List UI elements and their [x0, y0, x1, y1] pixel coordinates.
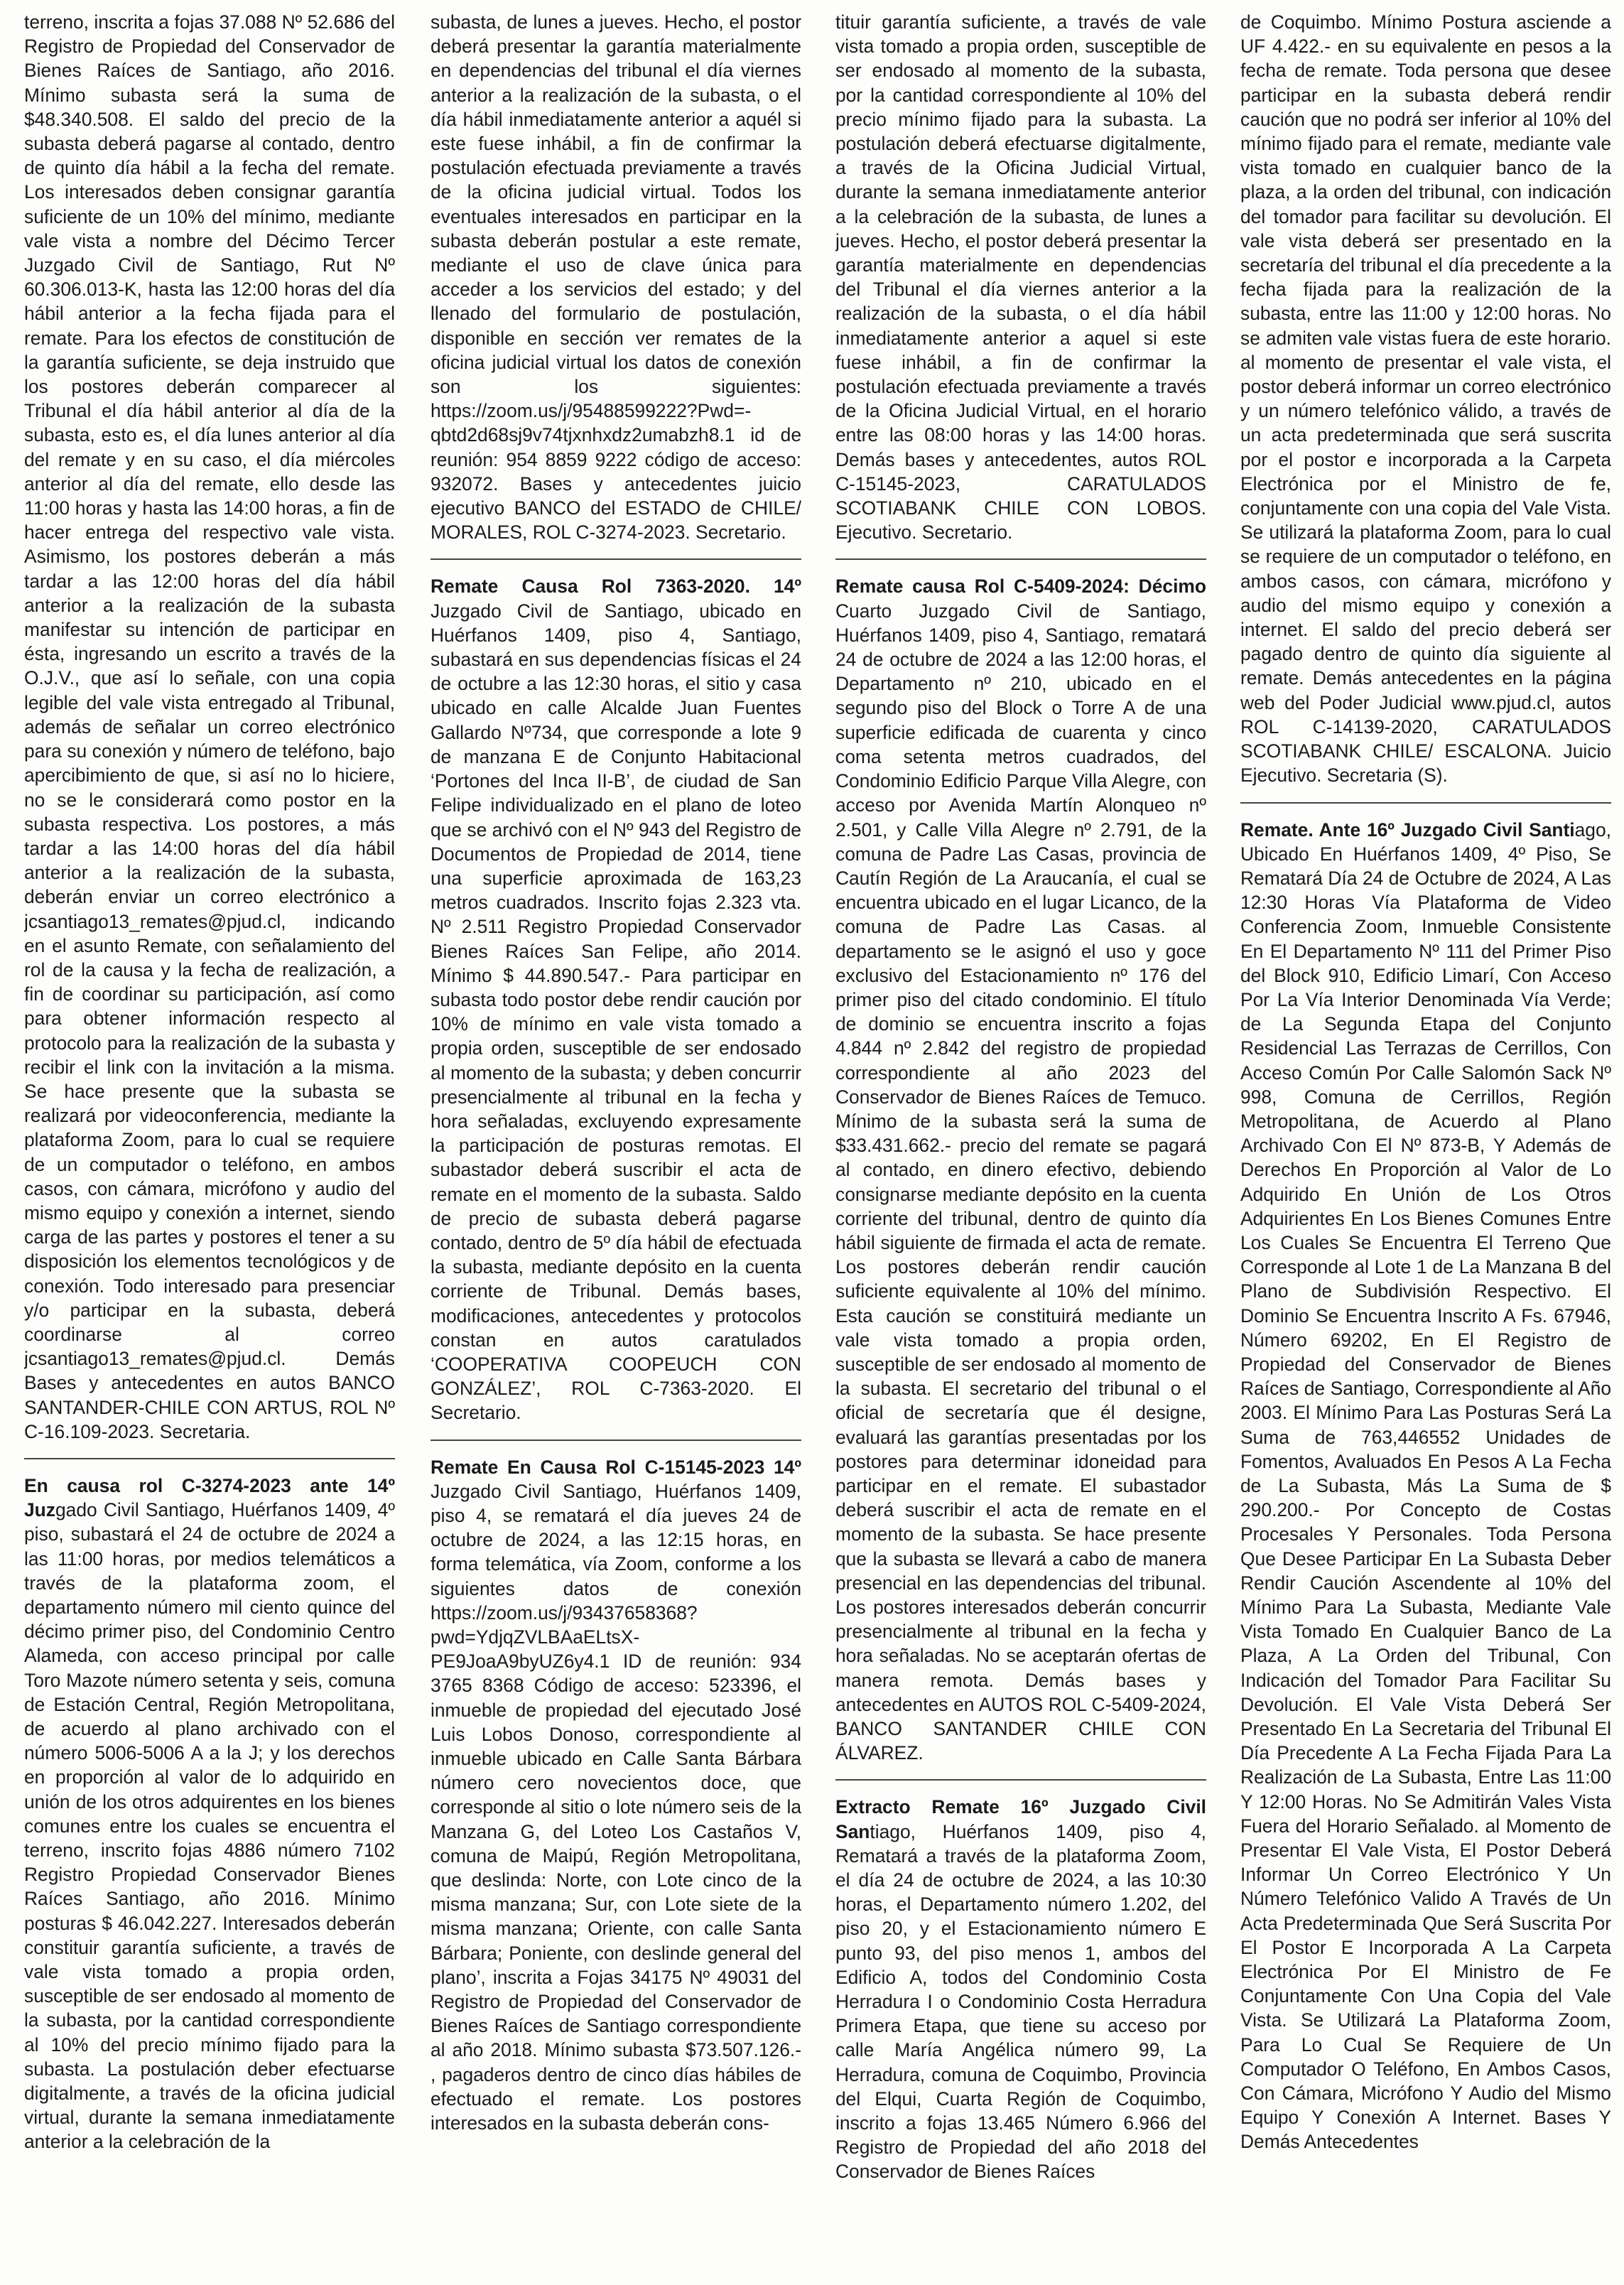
notice-body: Juzgado Civil Santiago, Huérfanos 1409, piso 4, se rematará el día jueves 24 de octubre de 2024, a las 12:15 horas, en forma telemática, vía Zoom, conforme a los siguientes datos de conexión https://zoom.us/j/93437658368?pwd=YdjqZVLBAaELtsX-PE9JoaA9byUZ6y4.1 ID de reunión: 934 3765 8368 Código de acceso: 523396, el inmueble de propiedad del ejecutado José Luis Lobos Donoso, correspondiente al inmueble ubicado en Calle Santa Bárbara número cero novecientos doce, que corresponde al sitio o lote número seis de la Manzana G, del Loteo Los Castaños V, comuna de Maipú, Región Metropolitana, que deslinda: Norte, con Lote cinco de la misma manzana; Sur, con Lote siete de la misma manzana; Oriente, con calle Santa Bárbara; Poniente, con deslinde general del plano’, inscrita a Fojas 34175 Nº 49031 del Registro de Propiedad del Conservador de Bienes Raíces de Santiago correspondiente al año 2018. Mínimo subasta $73.507.126.- , pagaderos dentro de cinco días hábiles de efectuado el remate. Los postores interesados en la subasta deberán cons-	[431, 1480, 801, 2134]
notice-continued-c-3274-2023	[431, 10, 801, 544]
notice-continued-c-15145-2023	[835, 10, 1206, 544]
notice-extracto-16-juzgado	[835, 1795, 1206, 2183]
notice-heading: Remate causa Rol C-5409-2024: Décimo	[835, 576, 1206, 598]
notice-heading: Remate Causa Rol 7363-2020. 14º	[431, 576, 801, 598]
notice-heading: Remate En Causa Rol C-15145-2023 14º	[431, 1456, 801, 1478]
notice-c-15145-2023	[431, 1455, 801, 2136]
notice-continued-c-14139-2020	[1240, 10, 1611, 788]
notice-body: terreno, inscrita a fojas 37.088 Nº 52.686 del Registro de Propiedad del Conservador de Bienes Raíces de Santiago, año 2016. Mínimo subasta será la suma de $48.340.508. El saldo del precio de la subasta deberá pagarse al contado, dentro de quinto día hábil a la fecha del remate. Los interesados deben consignar garantía suficiente de un 10% del mínimo, mediante vale vista a nombre del Décimo Tercer Juzgado Civil de Santiago, Rut Nº 60.306.013-K, hasta las 12:00 horas del día hábil anterior a la fecha fijada para el remate. Para los efectos de constitución de la garantía suficiente, se deja instruido que los postores deberán comparecer al Tribunal el día hábil anterior al día de la subasta, esto es, el día lunes anterior al día del remate y en su caso, el día miércoles anterior al día del remate, ello desde las 11:00 horas y hasta las 14:00 horas, a fin de hacer entrega del respectivo vale vista. Asimismo, los postores deberán a más tardar a las 12:00 horas del día hábil anterior a la realización de la subasta manifestar su intención de participar en ésta, ingresando un escrito a través de la O.J.V., que así lo señale, con una copia legible del vale vista entregado al Tribunal, además de señalar un correo electrónico para su conexión y número de teléfono, bajo apercibimiento de que, si así no lo hiciere, no se le considerará como postor en la subasta respectiva. Los postores, a más tardar a las 14:00 horas del día hábil anterior a la realización de la subasta, deberán enviar un correo electrónico a jcsantiago13_remates@pjud.cl, indicando en el asunto Remate, con señalamiento del rol de la causa y la fecha de realización, a fin de coordinar su participación, así como para obtener información respecto al protocolo para la realización de la subasta y recibir el link con la invitación a la misma. Se hace presente que la subasta se realizará por videoconferencia, mediante la plataforma Zoom, para lo cual se requiere de un computador o teléfono, en ambos casos, con cámara, micrófono y audio del mismo equipo y conexión a internet, siendo carga de las partes y postores el tener a su disposición los elementos tecnológicos y de conexión. Todo interesado para presenciar y/o participar en la subasta, deberá coordinarse al correo jcsantiago13_remates@pjud.cl. Demás Bases y antecedentes en autos BANCO SANTANDER-CHILE CON ARTUS, ROL Nº C-16.109-2023. Secretaria.	[24, 11, 395, 1442]
separator-rule	[835, 558, 1206, 560]
notice-body: tituir garantía suficiente, a través de vale vista tomado a propia orden, susceptible de ser endosado al momento de la subasta, por la cantidad correspondiente al 10% del precio mínimo fijado para la subasta. La postulación deberá efectuarse digitalmente, a través de la Oficina Judicial Virtual, durante la semana inmediatamente anterior a la celebración de la subasta, de lunes a jueves. Hecho, el postor deberá presentar la garantía materialmente en dependencias del Tribunal el día viernes anterior a la realización de la subasta, o el día hábil inmediatamente anterior a aquel si este fuese inhábil, a fin de confirmar la postulación efectuada previamente a través de la Oficina Judicial Virtual, en el horario entre las 08:00 horas y las 14:00 horas. Demás bases y antecedentes, autos ROL C-15145-2023, CARATULADOS SCOTIABANK CHILE CON LOBOS. Ejecutivo. Secretario.	[835, 11, 1206, 544]
notice-remate-16-juzgado-cerrillos	[1240, 818, 1611, 2154]
notice-body: de Coquimbo. Mínimo Postura asciende a UF 4.422.- en su equivalente en pesos a la fecha de remate. Toda persona que desee participar en la subasta deberá rendir caución que no podrá ser inferior al 10% del mínimo fijado para el remate, mediante vale vista tomado en cualquier banco de la plaza, a la orden del tribunal, con indicación del tomador para facilitar su devolución. El vale vista deberá ser presentado en la secretaría del tribunal el día precedente a la fecha fijada para la realización de la subasta, entre las 11:00 y 12:00 horas. No se admiten vale vistas fuera de este horario. al momento de presentar el vale vista, el postor deberá informar un correo electrónico y un número telefónico válido, a través de un acta predeterminada que será suscrita por el postor e incorporada a la Carpeta Electrónica por el Ministro de fe, conjuntamente con una copia del Vale Vista. Se utilizará la plataforma Zoom, para lo cual se requiere de un computador o teléfono, en ambos casos, con cámara, micrófono y audio del mismo equipo y conexión a internet. El saldo del precio deberá ser pagado dentro de quinto día siguiente al remate. Demás antecedentes en la página web del Poder Judicial www.pjud.cl, autos ROL C-14139-2020, CARATULADOS SCOTIABANK CHILE/ ESCALONA. Juicio Ejecutivo. Secretaria (S).	[1240, 11, 1611, 787]
notice-body: gado Civil Santiago, Huérfanos 1409, 4º piso, subastará el 24 de octubre de 2024 a las 11:00 horas, por medios telemáticos a través de la plataforma zoom, el departamento número mil ciento quince del décimo primer piso, del Condominio Centro Alameda, con acceso principal por calle Toro Mazote número setenta y seis, comuna de Estación Central, Región Metropolitana, de acuerdo al plano archivado con el número 5006-5006 A a la J; y los derechos en proporción al valor de lo adquirido en unión de los otros adquirentes en los bienes comunes entre los cuales se encuentra el terreno, inscrito fojas 4886 número 7102 Registro Propiedad Conservador Bienes Raíces Santiago, año 2016. Mínimo posturas $ 46.042.227. Interesados deberán constituir garantía suficiente, a través de vale vista tomado a propia orden, susceptible de ser endosado al momento de la subasta, por la cantidad correspondiente al 10% del precio mínimo fijado para la subasta. La postulación deber efectuarse digitalmente, a través de la oficina judicial virtual, durante la semana inmediatamente anterior a la celebración de la	[24, 1499, 395, 2153]
separator-rule	[431, 1439, 801, 1441]
separator-rule	[1240, 802, 1611, 804]
notice-heading: Remate. Ante 16º Juzgado Civil Santi	[1240, 819, 1575, 841]
notice-heading: En causa rol C-3274-2023 ante 14º Juz	[24, 1474, 395, 1521]
notice-c-5409-2024	[835, 574, 1206, 1765]
notice-body: tiago, Huérfanos 1409, piso 4, Rematará a través de la plataforma Zoom, el día 24 de octubre de 2024, a las 10:30 horas, el Departamento número 1.202, del piso 20, y el Estacionamiento número E punto 93, del piso menos 1, ambos del Edificio A, todos del Condominio Costa Herradura I o Condominio Costa Herradura Primera Etapa, que tiene su acceso por calle María Angélica número 99, La Herradura, comuna de Coquimbo, Provincia del Elqui, Cuarta Región de Coquimbo, inscrito a fojas 13.465 Número 6.966 del Registro de Propiedad del año 2018 del Conservador de Bienes Raíces	[835, 1820, 1206, 2183]
notice-rol-7363-2020	[431, 574, 801, 1425]
notice-body: ago, Ubicado En Huérfanos 1409, 4º Piso, Se Rematará Día 24 de Octubre de 2024, A Las 12:30 Horas Vía Plataforma de Video Conferencia Zoom, Inmueble Consistente En El Departamento Nº 111 del Primer Piso del Block 910, Edificio Limarí, Con Acceso Por La Vía Interior Denominada Vía Verde; de La Segunda Etapa del Conjunto Residencial Las Terrazas de Cerrillos, Con Acceso Común Por Calle Salomón Sack Nº 998, Comuna de Cerrillos, Región Metropolitana, de Acuerdo al Plano Archivado Con El Nº 873-B, Y Además de Derechos En Proporción al Valor de Lo Adquirido En Unión de Los Otros Adquirientes En Los Bienes Comunes Entre Los Cuales Se Encuentra El Terreno Que Corresponde al Lote 1 de La Manzana B del Plano de Subdivisión Respectivo. El Dominio Se Encuentra Inscrito A Fs. 67946, Número 69202, En El Registro de Propiedad del Conservador de Bienes Raíces de Santiago, Correspondiente al Año 2003. El Mínimo Para Las Posturas Será La Suma de 763,446552 Unidades de Fomentos, Avaluados En Pesos A La Fecha de La Subasta, Más La Suma de $ 290.200.- Por Concepto de Costas Procesales Y Personales. Toda Persona Que Desee Participar En La Subasta Deber Rendir Caución Ascendente al 10% del Mínimo Para La Subasta, Mediante Vale Vista Tomado En Cualquier Banco de La Plaza, A La Orden del Tribunal, Con Indicación del Tomador Para Facilitar Su Devolución. El Vale Vista Deberá Ser Presentado En La Secretaria del Tribunal El Día Precedente A La Fecha Fijada Para La Realización de La Subasta, Entre Las 11:00 Y 12:00 Horas. No Se Admitirán Vales Vista Fuera del Horario Señalado. al Momento de Presentar El Vale Vista, El Postor Deberá Informar Un Correo Electrónico Y Un Número Telefónico Valido A Través de Un Acta Predeterminada Que Será Suscrita Por El Postor E Incorporada A La Carpeta Electrónica Por El Ministro de Fe Conjuntamente Con Una Copia del Vale Vista. Se Utilizará La Plataforma Zoom, Para Lo Cual Se Requiere de Un Computador O Teléfono, En Ambos Casos, Con Cámara, Micrófono Y Audio del Mismo Equipo Y Conexión A Internet. Bases Y Demás Antecedentes	[1240, 819, 1611, 2153]
column-1	[24, 10, 395, 2276]
notice-body: Cuarto Juzgado Civil de Santiago, Huérfanos 1409, piso 4, Santiago, rematará 24 de octubre de 2024 a las 12:00 horas, el Departamento nº 210, ubicado en el segundo piso del Block o Torre A de una superficie edificada de cuarenta y cinco coma setenta metros cuadrados, del Condominio Edificio Parque Villa Alegre, con acceso por Avenida Martín Alonqueo nº 2.501, y Calle Villa Alegre nº 2.791, de la comuna de Padre Las Casas, provincia de Cautín Región de La Araucanía, el cual se encuentra ubicado en el lugar Licanco, de la comuna de Padre Las Casas. al departamento se le asignó el uso y goce exclusivo del Estacionamiento nº 176 del primer piso del citado condominio. El título de dominio se encuentra inscrito a fojas 4.844 nº 2.842 del registro de propiedad correspondiente al año 2023 del Conservador de Bienes Raíces de Temuco. Mínimo de la subasta será la suma de $33.431.662.- precio del remate se pagará al contado, en dinero efectivo, debiendo consignarse mediante depósito en la cuenta corriente del tribunal, dentro de quinto día hábil siguiente de firmada el acta de remate. Los postores deberán rendir caución suficiente equivalente al 10% del mínimo. Esta caución se constituirá mediante un vale vista tomado a propia orden, susceptible de ser endosado al momento de la subasta. El secretario del tribunal o el oficial de secretaría que él designe, evaluará las garantías presentadas por los postores para determinar idoneidad para participar en el remate. El subastador deberá suscribir el acta de remate en el momento de la subasta. Se hace presente que la subasta se llevará a cabo de manera presencial en las dependencias del tribunal. Los postores interesados deberán concurrir presencialmente al tribunal en la fecha y hora señaladas. No se aceptarán ofertas de manera remota. Demás bases y antecedentes en AUTOS ROL C-5409-2024, BANCO SANTANDER CHILE CON ÁLVAREZ.	[835, 600, 1206, 1764]
separator-rule	[835, 1779, 1206, 1781]
column-4	[1240, 10, 1611, 2276]
separator-rule	[24, 1458, 395, 1459]
notice-body: subasta, de lunes a jueves. Hecho, el postor deberá presentar la garantía materialmente en dependencias del tribunal el día viernes anterior a la realización de la subasta, o el día hábil inmediatamente anterior a aquél si este fuese inhábil, a fin de confirmar la postulación efectuada previamente a través de la oficina judicial virtual. Todos los eventuales interesados en participar en la subasta deberán postular a este remate, mediante el uso de clave única para acceder a los servicios del estado; y del llenado del formulario de postulación, disponible en sección ver remates de la oficina judicial virtual los datos de conexión son los siguientes: https://zoom.us/j/95488599222?Pwd=-qbtd2d68sj9v74tjxnhxdz2umabzh8.1 id de reunión: 954 8859 9222 código de acceso: 932072. Bases y antecedentes juicio ejecutivo BANCO del ESTADO de CHILE/ MORALES, ROL C-3274-2023. Secretario.	[431, 11, 801, 544]
notice-body: Juzgado Civil de Santiago, ubicado en Huérfanos 1409, piso 4, Santiago, subastará en sus dependencias físicas el 24 de octubre a las 12:30 horas, el sitio y casa ubicado en calle Alcalde Juan Fuentes Gallardo Nº734, que corresponde a lote 9 de manzana E de Conjunto Habitacional ‘Portones del Inca II-B’, de ciudad de San Felipe individualizado en el plano de loteo que se archivó con el Nº 943 del Registro de Documentos de Propiedad de 2014, tiene una superficie aproximada de 163,23 metros cuadrados. Inscrito fojas 2.323 vta. Nº 2.511 Registro Propiedad Conservador Bienes Raíces San Felipe, año 2014. Mínimo $ 44.890.547.- Para participar en subasta todo postor debe rendir caución por 10% de mínimo en vale vista tomado a propia orden, susceptible de ser endosado al momento de la subasta; y deben concurrir presencialmente al tribunal en la fecha y hora señaladas, excluyendo expresamente la participación de posturas remotas. El subastador deberá suscribir el acta de remate en el momento de la subasta. Saldo de precio de subasta deberá pagarse contado, dentro de 5º día hábil de efectuada la subasta, mediante depósito en la cuenta corriente de Tribunal. Demás bases, modificaciones, antecedentes y protocolos constan en autos caratulados ‘COOPERATIVA COOPEUCH CON GONZÁLEZ’, ROL C-7363-2020. El Secretario.	[431, 600, 801, 1424]
notice-continued-santander-artus	[24, 10, 395, 1444]
notice-c-3274-2023	[24, 1474, 395, 2154]
column-2	[431, 10, 801, 2276]
notice-heading: Extracto Remate 16º Juzgado Civil San	[835, 1796, 1206, 1842]
column-3	[835, 10, 1206, 2276]
separator-rule	[431, 558, 801, 560]
